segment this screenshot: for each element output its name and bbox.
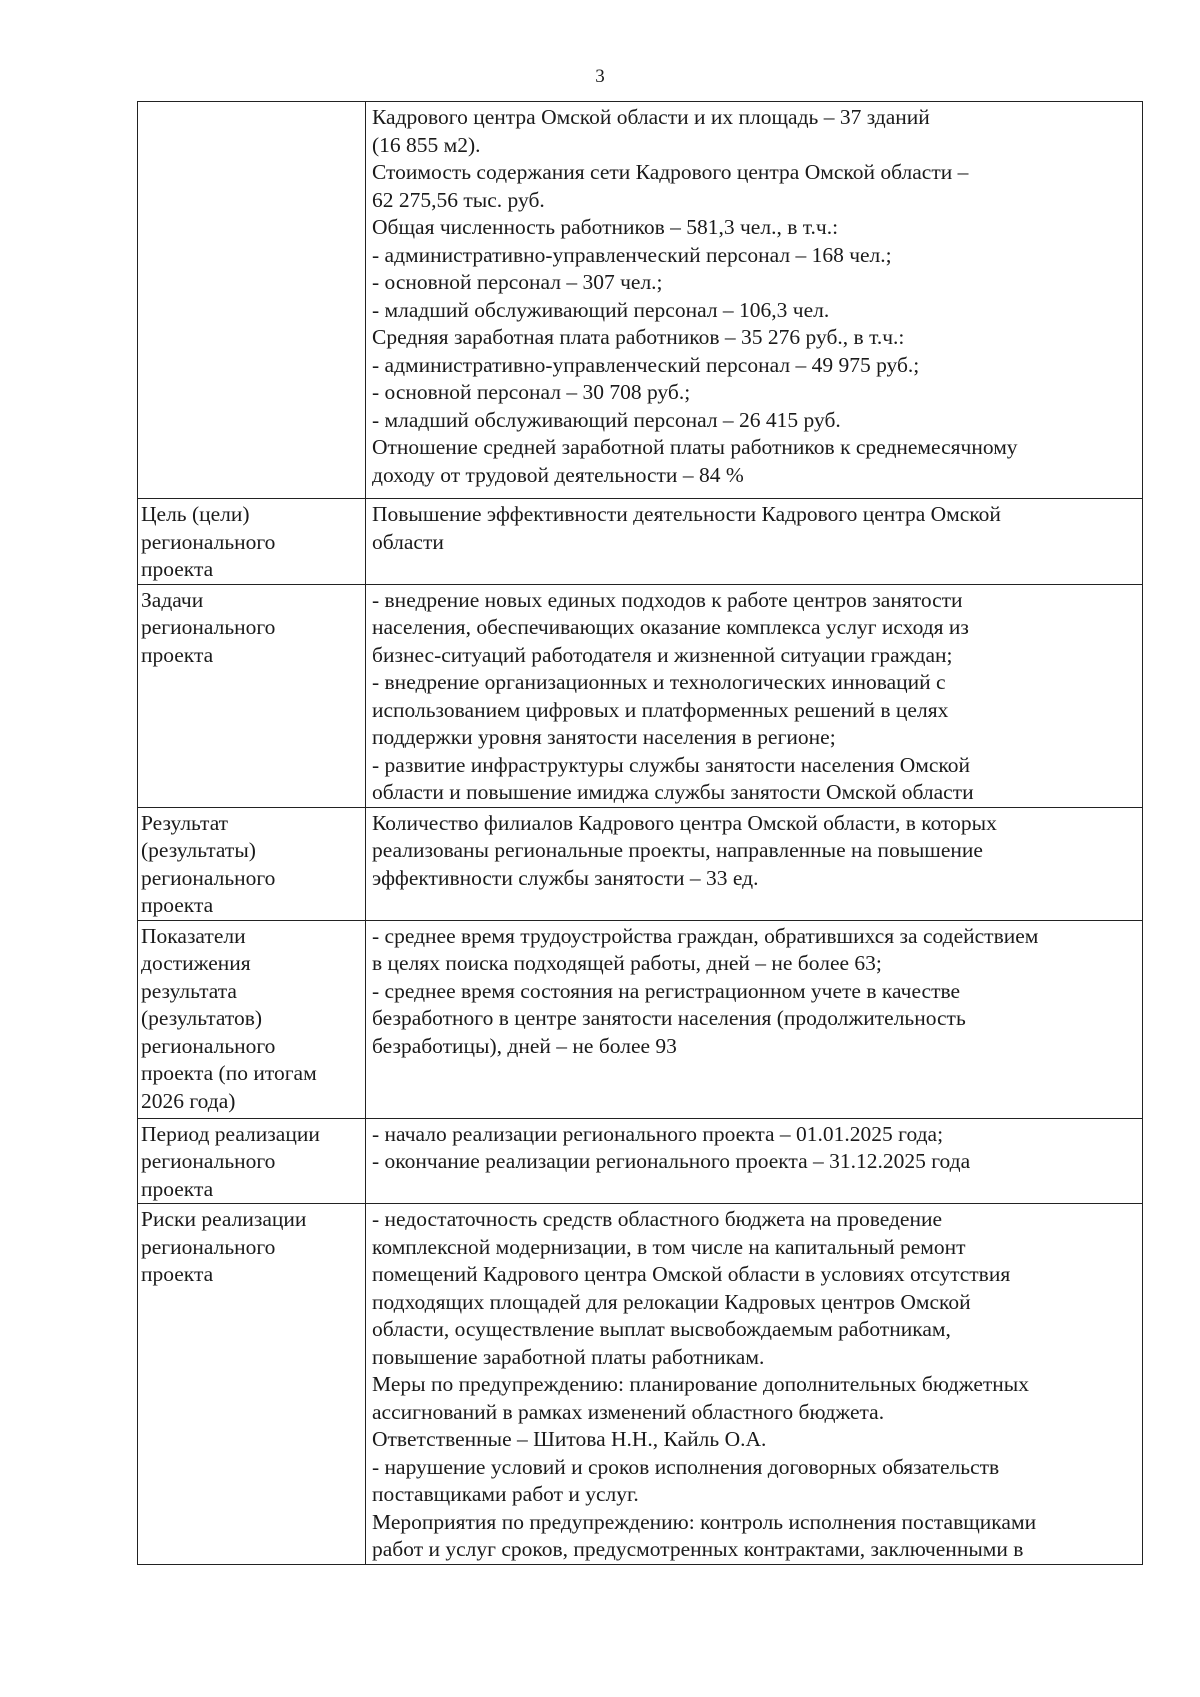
content-line: в целях поиска подходящей работы, дней – не более 63; (372, 951, 882, 975)
content-line: использованием цифровых и платформенных решений в целях (372, 697, 949, 722)
label-line: 2026 года) (141, 1088, 236, 1113)
row-content (366, 584, 1143, 807)
content-line: - административно-управленческий персонал – 168 чел.; (372, 242, 892, 267)
label-line: результата (141, 978, 237, 1003)
content-line: - недостаточность средств областного бюджета на проведение (372, 1207, 943, 1231)
label-line: (результатов) (141, 1006, 263, 1030)
content-line: работ и услуг сроков, предусмотренных контрактами, заключенными в (372, 1537, 1024, 1561)
table-row-result (138, 807, 1143, 920)
label-line: проекта (141, 642, 214, 667)
content-line: (16 855 м2). (372, 132, 481, 157)
content-line: - основной персонал – 30 708 руб.; (372, 380, 691, 404)
content-line: безработицы), дней – не более 93 (372, 1033, 677, 1058)
label-line: (результаты) (141, 838, 256, 862)
content-line: поставщиками работ и услуг. (372, 1482, 639, 1506)
page-number: 3 (595, 66, 605, 87)
row-label (138, 920, 366, 1118)
table-row-risks (138, 1204, 1143, 1565)
content-line: бизнес-ситуаций работодателя и жизненной ситуации граждан; (372, 642, 953, 667)
label-line: Риски реализации (141, 1207, 307, 1231)
label-line: регионального (141, 1033, 276, 1058)
content-line: повышение заработной платы работникам. (372, 1344, 765, 1369)
content-line: Кадрового центра Омской области и их площадь – 37 зданий (372, 105, 930, 129)
row-content (366, 102, 1143, 499)
row-label (138, 1118, 366, 1204)
label-line: Показатели (141, 923, 246, 948)
content-line: населения, обеспечивающих оказание комплекса услуг исходя из (372, 615, 969, 639)
content-line: безработного в центре занятости населения (продолжительность (372, 1006, 966, 1030)
label-line: Результат (141, 810, 229, 835)
content-line: подходящих площадей для релокации Кадровых центров Омской (372, 1289, 971, 1314)
content-line: Отношение средней заработной платы работников к среднемесячному (372, 435, 1018, 459)
row-content (366, 499, 1143, 585)
project-passport-table (137, 101, 1143, 1565)
label-line: регионального (141, 865, 276, 890)
label-line: регионального (141, 1149, 276, 1173)
table-row-continuation (138, 102, 1143, 499)
label-line: Задачи (141, 587, 204, 612)
label-line: проекта (141, 1262, 214, 1286)
content-line: ассигнований в рамках изменений областного бюджета. (372, 1399, 885, 1424)
table-row-period (138, 1118, 1143, 1204)
content-line: - нарушение условий и сроков исполнения договорных обязательств (372, 1454, 1000, 1479)
row-content (366, 1118, 1143, 1204)
label-line: проекта (по итогам (141, 1061, 317, 1085)
label-line: достижения (141, 951, 251, 975)
content-line: - младший обслуживающий персонал – 26 415 руб. (372, 407, 841, 432)
content-line: 62 275,56 тыс. руб. (372, 187, 545, 212)
label-line: Период реализации (141, 1121, 320, 1146)
content-line: - начало реализации регионального проекта – 01.01.2025 года; (372, 1121, 944, 1146)
content-line: комплексной модернизации, в том числе на капитальный ремонт (372, 1234, 966, 1259)
content-line: - младший обслуживающий персонал – 106,3 чел. (372, 297, 830, 322)
content-line: - развитие инфраструктуры службы занятости населения Омской (372, 752, 970, 777)
row-label (138, 807, 366, 920)
content-line: Средняя заработная плата работников – 35 276 руб., в т.ч.: (372, 325, 905, 349)
label-line: проекта (141, 893, 214, 917)
content-line: - внедрение новых единых подходов к работе центров занятости (372, 587, 963, 612)
content-line: - среднее время трудоустройства граждан, обратившихся за содействием (372, 923, 1039, 948)
content-line: эффективности службы занятости – 33 ед. (372, 865, 759, 890)
content-line: Количество филиалов Кадрового центра Омской области, в которых (372, 810, 997, 835)
row-label (138, 102, 366, 499)
label-line: проекта (141, 557, 214, 581)
content-line: поддержки уровня занятости населения в регионе; (372, 725, 836, 749)
label-line: Цель (цели) (141, 502, 250, 526)
row-label (138, 1204, 366, 1565)
content-line: доходу от трудовой деятельности – 84 % (372, 462, 744, 487)
content-line: Стоимость содержания сети Кадрового центра Омской области – (372, 160, 969, 184)
row-content (366, 1204, 1143, 1565)
label-line: регионального (141, 529, 276, 554)
content-line: - основной персонал – 307 чел.; (372, 270, 663, 294)
row-content (366, 920, 1143, 1118)
content-line: - среднее время состояния на регистрационном учете в качестве (372, 978, 961, 1003)
row-label (138, 499, 366, 585)
content-line: Мероприятия по предупреждению: контроль исполнения поставщиками (372, 1509, 1037, 1534)
content-line: реализованы региональные проекты, направленные на повышение (372, 838, 983, 862)
row-content (366, 807, 1143, 920)
content-line: Повышение эффективности деятельности Кадрового центра Омской (372, 502, 1001, 526)
row-label (138, 584, 366, 807)
content-line: области, осуществление выплат высвобождаемым работникам, (372, 1317, 951, 1341)
table-row-goal (138, 499, 1143, 585)
content-line: помещений Кадрового центра Омской области в условиях отсутствия (372, 1262, 1011, 1286)
table-row-tasks (138, 584, 1143, 807)
content-line: Меры по предупреждению: планирование дополнительных бюджетных (372, 1372, 1029, 1396)
label-line: проекта (141, 1176, 214, 1201)
content-line: - административно-управленческий персонал – 49 975 руб.; (372, 352, 920, 377)
content-line: области и повышение имиджа службы занятости Омской области (372, 780, 974, 804)
label-line: регионального (141, 615, 276, 639)
content-line: области (372, 529, 444, 554)
content-line: Общая численность работников – 581,3 чел., в т.ч.: (372, 215, 839, 239)
label-line: регионального (141, 1234, 276, 1259)
content-line: - внедрение организационных и технологических инноваций с (372, 670, 946, 694)
content-line: - окончание реализации регионального проекта – 31.12.2025 года (372, 1149, 971, 1173)
table-row-indicators (138, 920, 1143, 1118)
content-line: Ответственные – Шитова Н.Н., Кайль О.А. (372, 1427, 767, 1451)
